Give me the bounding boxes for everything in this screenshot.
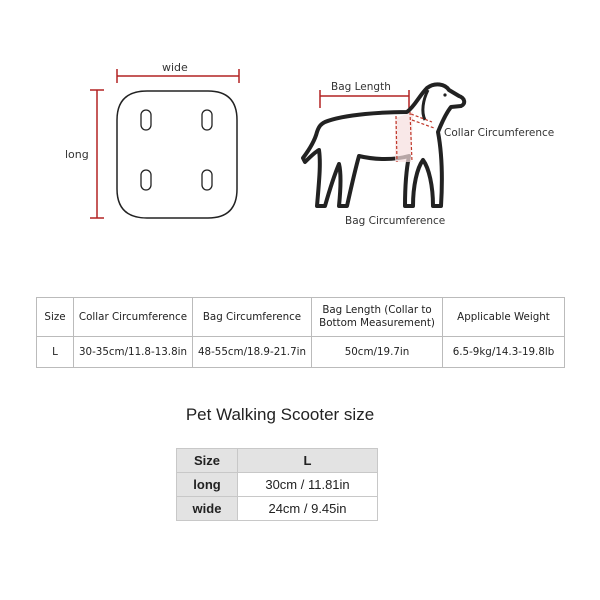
cell-collar: 30-35cm/11.8-13.8in bbox=[74, 337, 193, 368]
scooter-long-key: long bbox=[177, 473, 238, 497]
size-table bbox=[36, 297, 565, 368]
scooter-header-row bbox=[177, 449, 378, 473]
wide-label: wide bbox=[162, 61, 188, 74]
scooter-header-key: Size bbox=[177, 449, 238, 473]
bag-length-label: Bag Length bbox=[331, 81, 391, 93]
scooter-long-value: 30cm / 11.81in bbox=[238, 473, 378, 497]
pad-slot bbox=[202, 110, 212, 130]
pad-slot bbox=[141, 170, 151, 190]
long-label: long bbox=[65, 148, 89, 161]
dog-outline bbox=[303, 84, 464, 206]
table-row bbox=[177, 473, 378, 497]
cell-weight: 6.5-9kg/14.3-19.8lb bbox=[443, 337, 565, 368]
bag-circumference-label: Bag Circumference bbox=[345, 215, 446, 227]
scooter-wide-value: 24cm / 9.45in bbox=[238, 497, 378, 521]
cell-bag-length: 50cm/19.7in bbox=[312, 337, 443, 368]
header-bag-length: Bag Length (Collar to Bottom Measurement) bbox=[312, 298, 443, 337]
cell-bag-circ: 48-55cm/18.9-21.7in bbox=[193, 337, 312, 368]
pad-diagram bbox=[55, 58, 255, 228]
collar-circumference-label: Collar Circumference bbox=[444, 127, 555, 139]
scooter-wide-key: wide bbox=[177, 497, 238, 521]
pad-slot bbox=[141, 110, 151, 130]
size-table-header bbox=[37, 298, 565, 337]
table-row bbox=[37, 337, 565, 368]
dog-diagram bbox=[295, 78, 475, 218]
header-bag-circ: Bag Circumference bbox=[193, 298, 312, 337]
cell-size: L bbox=[37, 337, 74, 368]
header-size: Size bbox=[37, 298, 74, 337]
table-row bbox=[177, 497, 378, 521]
scooter-title: Pet Walking Scooter size bbox=[185, 405, 375, 424]
header-weight: Applicable Weight bbox=[443, 298, 565, 337]
scooter-size-table bbox=[176, 448, 378, 521]
pad-slot bbox=[202, 170, 212, 190]
pad-outline bbox=[117, 91, 237, 218]
scooter-header-value: L bbox=[238, 449, 378, 473]
header-collar: Collar Circumference bbox=[74, 298, 193, 337]
